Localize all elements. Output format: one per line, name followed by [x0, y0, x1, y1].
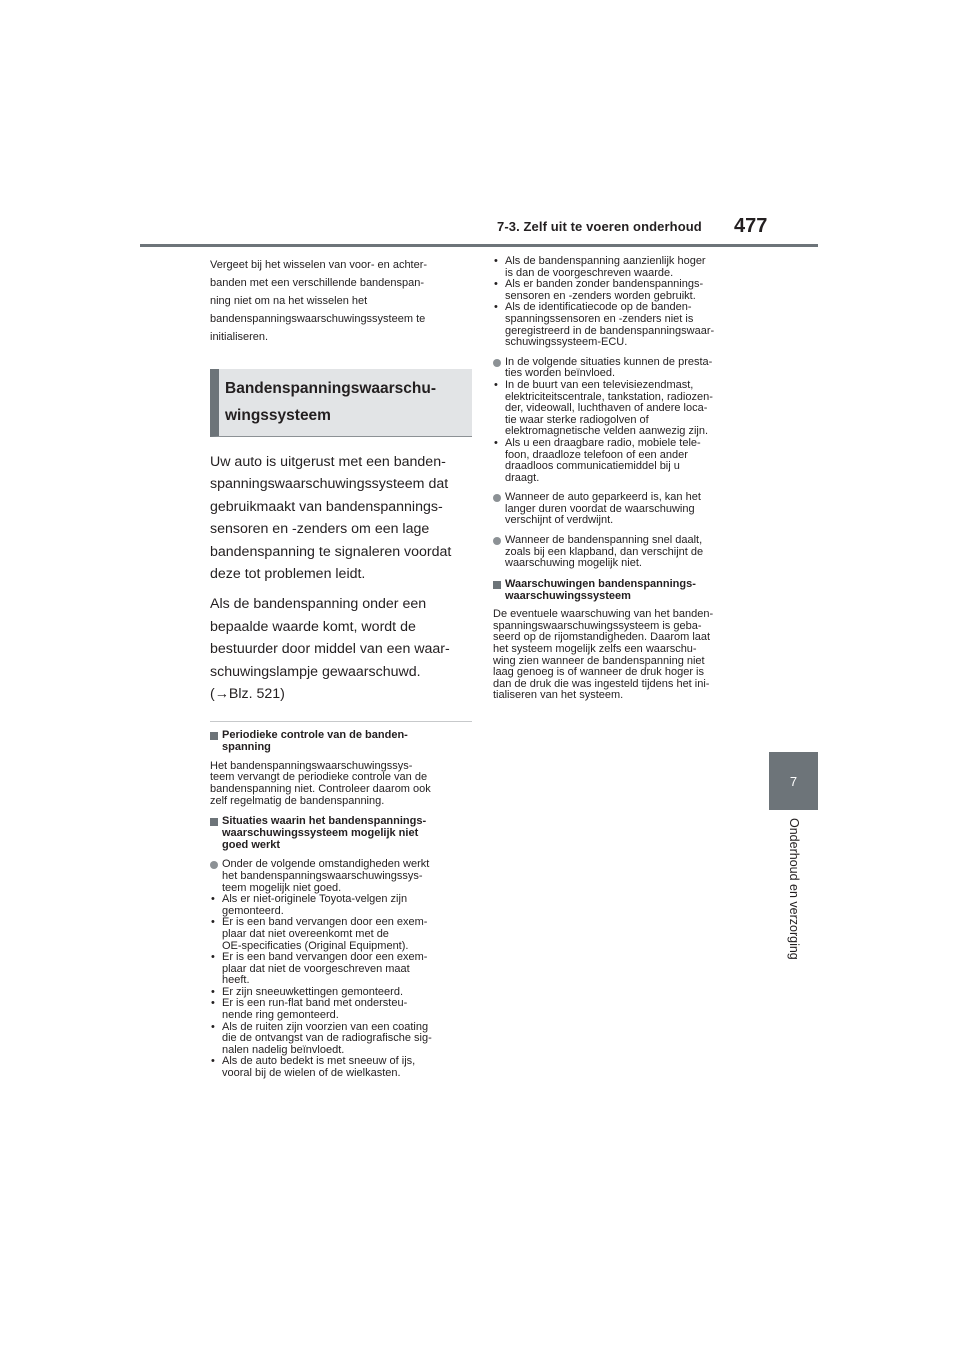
text-line: verschijnt of verdwijnt. [505, 514, 614, 527]
text-line: Als de bandenspanning aanzienlijk hoger [505, 255, 706, 267]
text-line: zoals bij een klapband, dan verschijnt de [505, 545, 704, 558]
subheading-line: spanning [222, 741, 271, 754]
text-line: plaar dat niet overeenkomt met de [222, 927, 389, 940]
circle-item [493, 492, 755, 527]
text-line: spanningssensoren en -zenders niet is [505, 312, 694, 325]
text-line: sensoren en -zenders worden gebruikt. [505, 289, 696, 302]
text-line: OE-specificaties (Original Equipment). [222, 939, 409, 952]
circle-item [493, 535, 755, 570]
list-item: • In de buurt van een televisiezendmast, elektriciteitscentrale, tankstation, radiozen- der, videowall, luchthaven of andere loca- tie waar sterke radiogolven of elektromagnetische velden aanwezig zijn. [493, 380, 755, 438]
paragraph-line: Als de bandenspanning onder een [210, 596, 427, 613]
text-line: Er is een run-flat band met ondersteu- [222, 997, 408, 1010]
subheading-line: Periodieke controle van de banden- [222, 729, 408, 742]
text-line: In de buurt van een televisiezendmast, [505, 378, 694, 391]
subheading-line: waarschuwingssysteem mogelijk niet [222, 826, 419, 839]
subheading-warnings [493, 579, 755, 602]
circle-bullet-icon [493, 537, 501, 545]
chapter-label: Onderhoud en verzorging [787, 818, 801, 960]
paragraph-line: sensoren en -zenders om een lage [210, 521, 430, 538]
text-line: Wanneer de bandenspanning snel daalt, [505, 534, 703, 547]
text-line: Als de ruiten zijn voorzien van een coating [222, 1020, 429, 1033]
situation-list-continued [493, 256, 755, 349]
list-item: • Er is een band vervangen door een exem- plaar dat niet de voorgeschreven maat heeft. [210, 952, 472, 987]
square-bullet-icon [210, 732, 218, 740]
text-line: Als er niet-originele Toyota-velgen zijn [222, 893, 408, 906]
paragraph-line: deze tot problemen leidt. [210, 566, 366, 583]
section-title-box [210, 369, 472, 437]
list-item: • Er is een run-flat band met ondersteu- nende ring gemonteerd. [210, 998, 472, 1021]
text-line: nende ring gemonteerd. [222, 1009, 339, 1022]
list-item: • Als er niet-originele Toyota-velgen zijn gemonteerd. [210, 894, 472, 917]
text-line: Onder de volgende omstandigheden werkt [222, 858, 430, 871]
intro-text [210, 256, 472, 346]
paragraph-line: spanningswaarschuwingssysteem dat [210, 476, 449, 493]
list-item: • Als de bandenspanning aanzienlijk hoger is dan de voorgeschreven waarde. [493, 256, 755, 279]
text-line: foon, draadloze telefoon of een ander [505, 448, 688, 461]
text-line: Als de identificatiecode op de banden- [505, 301, 692, 314]
text-line: geregistreerd in de bandenspanningswaar- [505, 324, 715, 337]
text-line: spanningswaarschuwingssysteem is geba- [493, 619, 702, 632]
text-line: schuwingssysteem-ECU. [505, 336, 628, 349]
text-line: dan de druk die was ingesteld tijdens het ini- [493, 677, 710, 690]
text-line: Als de auto bedekt is met sneeuw of ijs, [222, 1055, 416, 1068]
list-item: • Als de identificatiecode op de banden- spanningssensoren en -zenders niet is geregistreerd in de bandenspanningswaar- schuwingssysteem-ECU. [493, 302, 755, 348]
page-number: 477 [734, 215, 768, 237]
text-line: plaar dat niet de voorgeschreven maat [222, 962, 410, 975]
page-reference-link[interactable]: (→Blz. 521) [210, 686, 285, 703]
section-header: 7-3. Zelf uit te voeren onderhoud [497, 219, 702, 234]
circle-item [493, 357, 755, 380]
text-line: het systeem mogelijk zelfs een waarschu- [493, 643, 697, 656]
warnings-text [493, 609, 755, 702]
subheading-situations [210, 816, 472, 851]
text-line: het bandenspanningswaarschuwingssys- [222, 869, 423, 882]
list-item: • Als u een draagbare radio, mobiele tele- foon, draadloze telefoon of een ander draadloos communicatiemiddel bij u draagt. [493, 438, 755, 484]
text-line: draadloos communicatiemiddel bij u [505, 460, 680, 473]
paragraph-line: gebruikmaakt van bandenspannings- [210, 498, 443, 515]
divider [210, 721, 472, 722]
text-line: nalen nadelig beïnvloedt. [222, 1043, 345, 1056]
text-line: elektromagnetische velden aanwezig zijn. [505, 425, 709, 438]
subheading-line: waarschuwingssysteem [505, 589, 631, 602]
text-line: Het bandenspanningswaarschuwingssys- [210, 759, 413, 772]
text-line: ties worden beïnvloed. [505, 367, 616, 380]
subheading-periodic-check [210, 730, 472, 753]
text-line: die de ontvangst van de radiografische sig- [222, 1032, 432, 1045]
paragraph-line: bestuurder door middel van een waar- [210, 641, 450, 658]
text-line: tialiseren van het systeem. [493, 689, 624, 702]
warning-paragraph [210, 593, 472, 705]
list-item: • Als de auto bedekt is met sneeuw of ijs, vooral bij de wielen of de wielkasten. [210, 1056, 472, 1079]
text-line: zelf regelmatig de bandenspanning. [210, 794, 385, 807]
circle-bullet-icon [493, 494, 501, 502]
subheading-line: Waarschuwingen bandenspannings- [505, 577, 696, 590]
text-line: der, videowall, luchthaven of andere loca- [505, 402, 708, 415]
text-line: langer duren voordat de waarschuwing [505, 502, 695, 515]
intro-line: banden met een verschillende bandenspan- [210, 277, 425, 289]
left-column [210, 256, 472, 1080]
list-item: • Als er banden zonder bandenspannings- sensoren en -zenders worden gebruikt. [493, 279, 755, 302]
text-line: seerd op de rijomstandigheden. Daarom laat [493, 631, 711, 644]
text-line: heeft. [222, 974, 250, 987]
section-title-line: Bandenspanningswaarschu- [225, 380, 437, 397]
intro-line: initialiseren. [210, 331, 269, 343]
text-line: In de volgende situaties kunnen de presta- [505, 355, 713, 368]
text-line: Als u een draagbare radio, mobiele tele- [505, 436, 701, 449]
interference-list [493, 380, 755, 484]
text-line: Wanneer de auto geparkeerd is, kan het [505, 491, 701, 504]
intro-line: bandenspanningswaarschuwingssysteem te [210, 313, 426, 325]
text-line: teem mogelijk niet goed. [222, 881, 342, 894]
text-line: elektriciteitscentrale, tankstation, radiozen- [505, 390, 713, 403]
circle-item [210, 859, 472, 894]
text-line: De eventuele waarschuwing van het banden- [493, 608, 714, 621]
text-line: laag genoeg is of wanneer de druk hoger is [493, 666, 704, 679]
text-line: Er is een band vervangen door een exem- [222, 916, 428, 929]
square-bullet-icon [493, 581, 501, 589]
text-line: Er zijn sneeuwkettingen gemonteerd. [222, 985, 403, 998]
periodic-check-text [210, 761, 472, 807]
text-line: Er is een band vervangen door een exem- [222, 951, 428, 964]
text-line: is dan de voorgeschreven waarde. [505, 266, 674, 279]
intro-paragraph [210, 451, 472, 585]
right-column [493, 256, 755, 702]
list-item: • Als de ruiten zijn voorzien van een coating die de ontvangst van de radiografische sig- nalen nadelig beïnvloedt. [210, 1022, 472, 1057]
text-line: draagt. [505, 471, 540, 484]
circle-bullet-icon [493, 359, 501, 367]
intro-line: ning niet om na het wisselen het [210, 295, 368, 307]
situation-list [210, 894, 472, 1080]
header-rule [140, 244, 818, 247]
text-line: teem vervangt de periodieke controle van de [210, 771, 428, 784]
paragraph-line: bandenspanning te signaleren voordat [210, 543, 452, 560]
circle-bullet-icon [210, 861, 218, 869]
subheading-line: Situaties waarin het bandenspannings- [222, 815, 427, 828]
text-line: Als er banden zonder bandenspannings- [505, 278, 704, 291]
square-bullet-icon [210, 818, 218, 826]
list-item: • Er zijn sneeuwkettingen gemonteerd. [210, 987, 472, 999]
paragraph-line: bepaalde waarde komt, wordt de [210, 618, 416, 635]
text-line: gemonteerd. [222, 904, 284, 917]
text-line: wing zien wanneer de bandenspanning niet [493, 654, 705, 667]
chapter-number: 7 [789, 773, 798, 789]
paragraph-line: Uw auto is uitgerust met een banden- [210, 454, 446, 470]
subheading-line: goed werkt [222, 838, 281, 851]
list-item: • Er is een band vervangen door een exem- plaar dat niet overeenkomt met de OE-specificaties (Original Equipment). [210, 917, 472, 952]
text-line: bandenspanning niet. Controleer daarom ook [210, 783, 431, 796]
chapter-tab [769, 752, 818, 810]
section-title-line: wingssysteem [225, 407, 331, 424]
paragraph-line: schuwingslampje gewaarschuwd. [210, 663, 421, 680]
intro-line: Vergeet bij het wisselen van voor- en achter- [210, 259, 428, 271]
text-line: tie waar sterke radiogolven of [505, 413, 649, 426]
text-line: vooral bij de wielen of de wielkasten. [222, 1067, 401, 1080]
text-line: waarschuwing mogelijk niet. [505, 557, 642, 570]
